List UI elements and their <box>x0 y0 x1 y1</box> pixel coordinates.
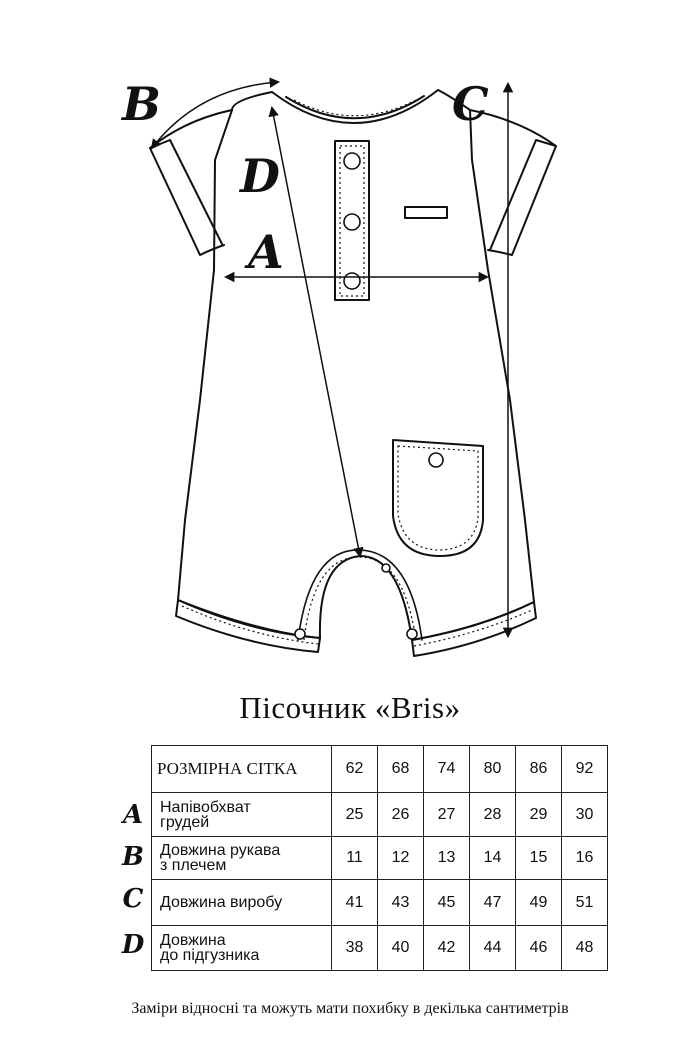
right-leg-cuff <box>412 602 536 656</box>
size-header-cell: 62 <box>332 746 378 793</box>
table-cell: 40 <box>378 926 424 971</box>
size-header-cell: 80 <box>470 746 516 793</box>
label-line: Напівобхват <box>160 798 251 816</box>
snap-icon <box>407 629 417 639</box>
label-line: Довжина виробу <box>160 894 283 911</box>
snap-icon <box>382 564 390 572</box>
table-cell: 25 <box>332 793 378 837</box>
table-row <box>152 793 608 837</box>
table-header-row <box>152 746 608 793</box>
row-letter-a: A <box>122 800 144 830</box>
table-cell: 12 <box>378 837 424 880</box>
size-header-cell: 86 <box>516 746 562 793</box>
table-cell: 29 <box>516 793 562 837</box>
button-icon <box>344 153 360 169</box>
table-cell: 41 <box>332 880 378 926</box>
table-cell: 11 <box>332 837 378 880</box>
size-header-cell: 68 <box>378 746 424 793</box>
table-cell: 51 <box>562 880 608 926</box>
table-cell: 28 <box>470 793 516 837</box>
table-cell: 46 <box>516 926 562 971</box>
size-chart-table <box>151 745 608 971</box>
table-row <box>152 837 608 880</box>
row-letter-c: C <box>122 884 144 914</box>
table-cell: 16 <box>562 837 608 880</box>
snap-icon <box>295 629 305 639</box>
size-header-cell: 74 <box>424 746 470 793</box>
label-line: з плечем <box>160 857 227 874</box>
left-leg-cuff <box>176 600 320 652</box>
table-cell: 30 <box>562 793 608 837</box>
button-icon <box>344 273 360 289</box>
table-cell: 27 <box>424 793 470 837</box>
row-label-sleeve <box>152 837 332 880</box>
letter-d-mark: D <box>240 149 280 203</box>
row-label-length <box>152 880 332 926</box>
row-label-diaper <box>152 926 332 971</box>
label-line: Довжина рукава <box>160 842 281 859</box>
table-cell: 45 <box>424 880 470 926</box>
label-line: до підгузника <box>160 947 260 964</box>
size-header-cell: 92 <box>562 746 608 793</box>
left-sleeve-cuff <box>150 140 222 244</box>
chest-label <box>405 207 447 218</box>
letter-b-mark: B <box>122 77 161 131</box>
measure-d-arrow <box>272 108 360 556</box>
table-row <box>152 880 608 926</box>
product-title: Пісочник «Bris» <box>239 690 461 725</box>
table-cell: 44 <box>470 926 516 971</box>
letter-c-mark: C <box>452 77 489 131</box>
letter-a-mark: A <box>248 225 284 279</box>
table-cell: 48 <box>562 926 608 971</box>
pocket-button-icon <box>429 453 443 467</box>
table-cell: 26 <box>378 793 424 837</box>
crotch-band <box>298 550 422 640</box>
row-letter-d: D <box>121 930 145 960</box>
table-cell: 43 <box>378 880 424 926</box>
row-label-chest <box>152 793 332 837</box>
right-sleeve-cuff <box>490 140 556 250</box>
size-grid-header: РОЗМІРНА СІТКА <box>152 746 332 793</box>
table-cell: 47 <box>470 880 516 926</box>
row-letter-b: B <box>122 842 144 872</box>
button-icon <box>344 214 360 230</box>
table-cell: 13 <box>424 837 470 880</box>
disclaimer-note: Заміри відносні та можуть мати похибку в декілька сантиметрів <box>131 1000 569 1017</box>
table-cell: 15 <box>516 837 562 880</box>
table-cell: 42 <box>424 926 470 971</box>
table-cell: 38 <box>332 926 378 971</box>
label-line: Довжина <box>160 932 226 949</box>
table-cell: 49 <box>516 880 562 926</box>
table-cell: 14 <box>470 837 516 880</box>
neckline-inner <box>286 96 424 118</box>
label-line: грудей <box>160 813 210 831</box>
table-row <box>152 926 608 971</box>
